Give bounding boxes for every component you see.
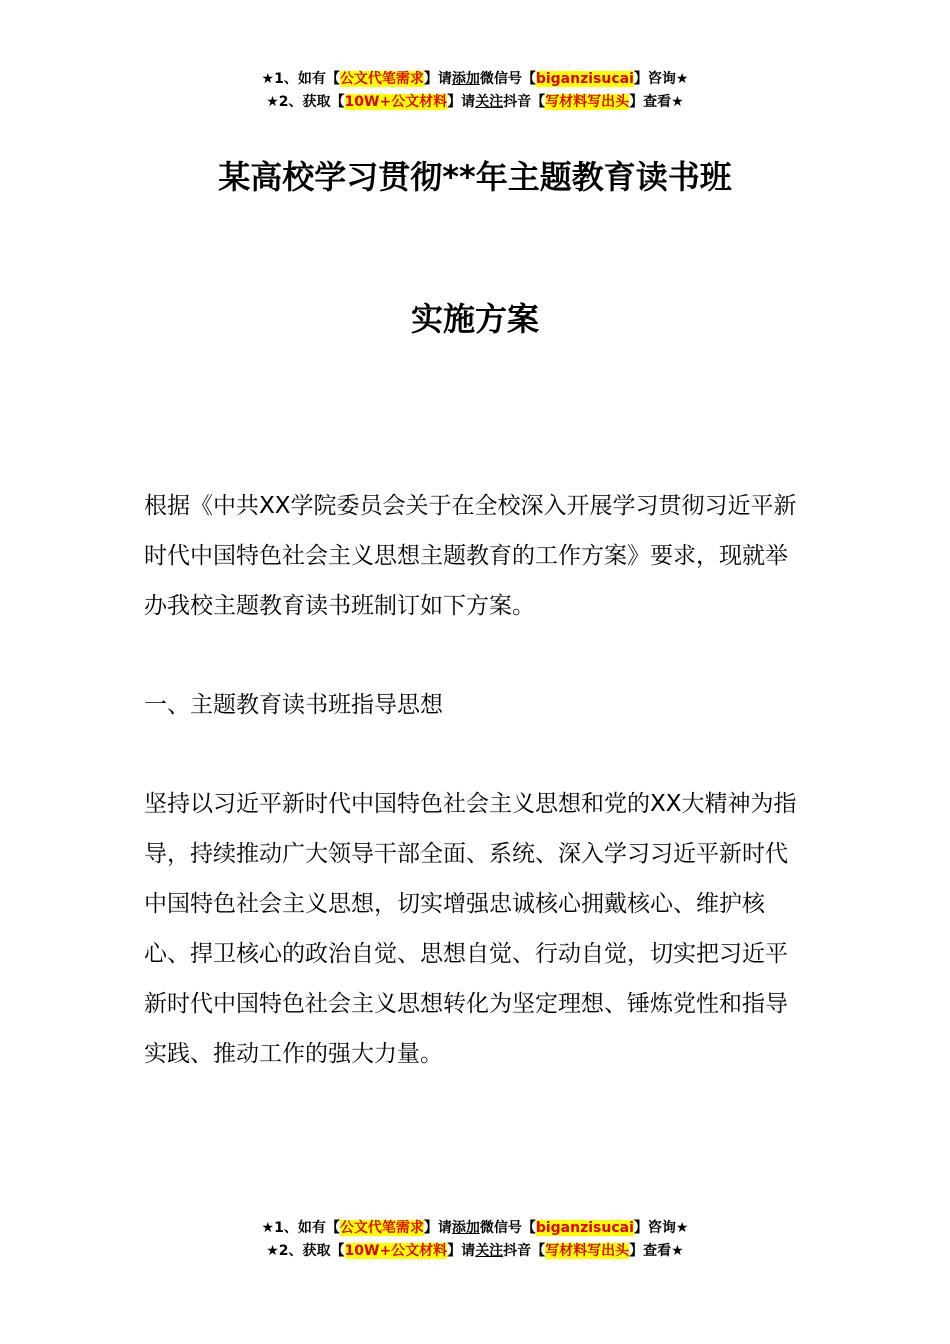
banner-highlight: biganzisucai — [535, 1220, 634, 1236]
banner-text: 微信号【 — [479, 71, 536, 87]
footer-banner — [0, 1217, 950, 1263]
banner-highlight: 公文代笔需求 — [339, 1220, 424, 1236]
banner-text: 微信号【 — [479, 1220, 536, 1236]
banner-line-1 — [0, 1217, 950, 1240]
section-paragraph: 坚持以习近平新时代中国特色社会主义思想和党的XX大精神为指导，持续推动广大领导干部全面、系统、深入学习习近平新时代中国特色社会主义思想，切实增强忠诚核心拥戴核心、维护核心、捍卫核心的政治自觉、思想自觉、行动自觉，切实把习近平新时代中国特色社会主义思想转化为坚定理想、锤炼党性和指导实践、推动工作的强大力量。 — [144, 791, 797, 1067]
banner-emphasis: 关注 — [475, 94, 504, 110]
banner-emphasis: 添加 — [451, 1220, 480, 1236]
document-title: 某高校学习贯彻**年主题教育读书班 — [218, 158, 732, 196]
banner-text: ★2、获取【 — [266, 94, 345, 110]
banner-line-2 — [0, 1240, 950, 1263]
banner-text: 抖音【 — [503, 94, 546, 110]
banner-text: 】咨询★ — [633, 71, 689, 87]
banner-emphasis: 关注 — [475, 1243, 504, 1259]
intro-paragraph: 根据《中共XX学院委员会关于在全校深入开展学习贯彻习近平新时代中国特色社会主义思想主题教育的工作方案》要求，现就举办我校主题教育读书班制订如下方案。 — [144, 493, 797, 619]
banner-text: 抖音【 — [503, 1243, 546, 1259]
banner-text: ★2、获取【 — [266, 1243, 345, 1259]
banner-text: 】查看★ — [629, 94, 684, 110]
banner-highlight: 写材料写出头 — [545, 1243, 630, 1259]
banner-text: 】请 — [423, 1220, 452, 1236]
banner-text: 】咨询★ — [633, 1220, 689, 1236]
banner-text: ★1、如有【 — [261, 1220, 340, 1236]
banner-text: 】请 — [423, 71, 452, 87]
banner-text: 】请 — [447, 1243, 476, 1259]
banner-line-2 — [0, 91, 950, 114]
banner-highlight: 写材料写出头 — [545, 94, 630, 110]
header-banner — [0, 68, 950, 114]
banner-highlight: biganzisucai — [535, 71, 634, 87]
banner-line-1 — [0, 68, 950, 91]
banner-highlight: 公文代笔需求 — [339, 71, 424, 87]
banner-text: ★1、如有【 — [261, 71, 340, 87]
banner-text: 】请 — [447, 94, 476, 110]
section-heading: 一、主题教育读书班指导思想 — [144, 692, 443, 718]
banner-text: 】查看★ — [629, 1243, 684, 1259]
document-subtitle: 实施方案 — [410, 300, 539, 338]
banner-emphasis: 添加 — [451, 71, 480, 87]
banner-highlight: 10W+公文材料 — [344, 1243, 448, 1259]
banner-highlight: 10W+公文材料 — [344, 94, 448, 110]
